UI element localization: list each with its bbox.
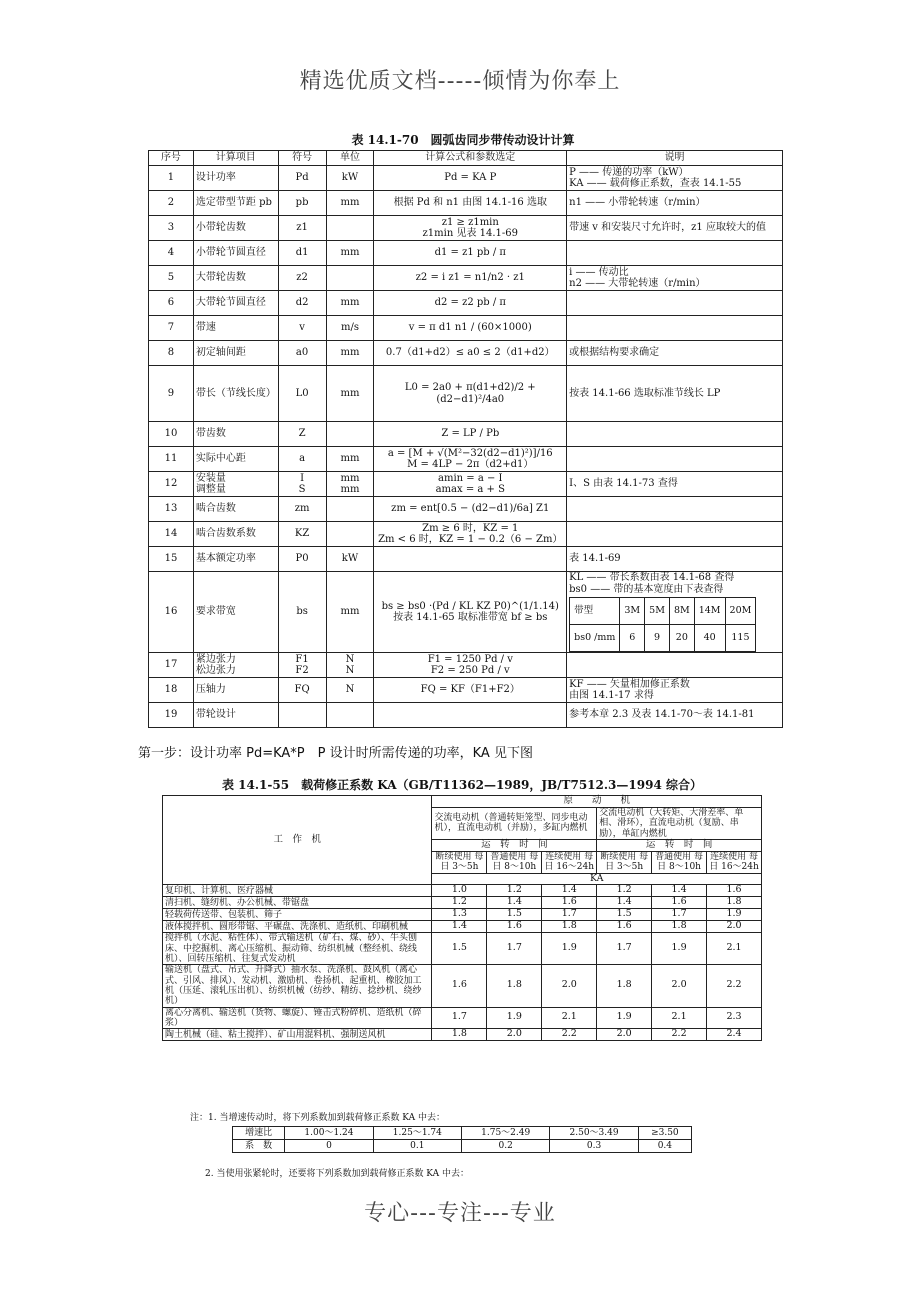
table1-cell: 按表 14.1-66 选取标准节线长 LP [567,366,783,422]
ka-value-cell: 1.7 [487,933,542,965]
table1-cell: 15 [149,547,194,572]
ka-value-cell: 2.1 [542,1007,597,1029]
machine-cell: 复印机、计算机、医疗器械 [163,885,432,897]
bs0-type-row [570,598,756,625]
bs0-width-table [569,597,756,652]
bs0-value-cell: 40 [694,625,725,652]
speed-ratio-cell: 2.50～3.49 [550,1127,638,1140]
table1-cell: 8 [149,341,194,366]
table1-cell: N [326,678,374,703]
table1-cell: F1 F2 [278,653,326,678]
table1-cell: 19 [149,703,194,728]
ka-value-cell: 1.6 [597,921,652,933]
machine-cell: 清扫机、缝纫机、办公机械、带锯盘 [163,897,432,909]
table1-cell: a0 [278,341,326,366]
table1-cell: 小带轮齿数 [193,216,278,241]
table1-cell: 根据 Pd 和 n1 由图 14.1-16 选取 [374,191,567,216]
table1-cell: 实际中心距 [193,447,278,472]
bs0-value-label: bs0 /mm [570,625,620,652]
table1-row [149,341,783,366]
table1-row [149,522,783,547]
table1-cell: 带速 [193,316,278,341]
table1-cell: 6 [149,291,194,316]
bs0-type-cell: 3M [620,598,645,625]
ka-value-cell: 1.4 [487,897,542,909]
table2-row [163,933,762,965]
table1-cell: d2 [278,291,326,316]
ka-value-cell: 1.9 [707,909,762,921]
speed-ratio-cell: 1.00～1.24 [285,1127,373,1140]
run-time-col-header: 连续使用 每日 16～24h [542,851,597,873]
table1-header-cell: 计算项目 [193,151,278,166]
table1-cell: mm [326,447,374,472]
table1-cell: P —— 传递的功率（kW） KA —— 载荷修正系数，查表 14.1-55 [567,166,783,191]
table1-row [149,291,783,316]
design-calc-table [148,150,783,728]
table1-row [149,572,783,653]
ka-value-cell: 1.8 [707,897,762,909]
table1-cell: 带速 v 和安装尺寸允许时，z1 应取较大的值 [567,216,783,241]
table1-cell: a [278,447,326,472]
table1-cell: 13 [149,497,194,522]
table2-row [163,921,762,933]
table1-cell: P0 [278,547,326,572]
bs0-value-cell: 9 [645,625,670,652]
table1-cell: n1 —— 小带轮转速（r/min） [567,191,783,216]
coeff-label: 系 数 [233,1140,285,1153]
table1-row [149,216,783,241]
ka-value-cell: 1.8 [652,921,707,933]
run-time-col-header: 普通使用 每日 8～10h [652,851,707,873]
table1-cell: F1 = 1250 Pd / v F2 = 250 Pd / v [374,653,567,678]
coeff-cell: 0.1 [373,1140,461,1153]
table1-row [149,241,783,266]
table1-row [149,472,783,497]
run-time-label-1: 运 转 时 间 [432,839,597,851]
machine-cell: 离心分离机、输送机（货物、螺旋）、锤击式粉碎机、造纸机（碎浆） [163,1007,432,1029]
table1-cell: 大带轮齿数 [193,266,278,291]
ka-value-cell: 2.0 [707,921,762,933]
ka-value-cell: 1.9 [542,933,597,965]
table1-cell [326,497,374,522]
table1-cell: 12 [149,472,194,497]
table1-cell: zm [278,497,326,522]
table1-cell: L0 = 2a0 + π(d1+d2)/2 + (d2−d1)²/4a0 [374,366,567,422]
table1-cell: bs ≥ bs0 ·(Pd / KL KZ P0)^(1/1.14) 按表 14.1-65 取标准带宽 bf ≥ bs [374,572,567,653]
table1-cell: 10 [149,422,194,447]
table1-cell: N N [326,653,374,678]
table1-cell: Pd [278,166,326,191]
table1-cell: KZ [278,522,326,547]
table1-row [149,266,783,291]
table1-cell: d1 [278,241,326,266]
table1-cell: Z [278,422,326,447]
machine-cell: 液体搅拌机、圆形带锯、平碾盘、洗涤机、造纸机、印刷机械 [163,921,432,933]
table1-cell: 0.7（d1+d2）≤ a0 ≤ 2（d1+d2） [374,341,567,366]
table1-cell: v [278,316,326,341]
table1-cell [567,291,783,316]
bs0-value-cell: 115 [725,625,756,652]
bs0-type-cell: 14M [694,598,725,625]
table1-cell [326,216,374,241]
ka-value-cell: 2.1 [707,933,762,965]
table1-cell: 要求带宽 [193,572,278,653]
table1-cell: 参考本章 2.3 及表 14.1-70～表 14.1-81 [567,703,783,728]
table1-cell: 14 [149,522,194,547]
table1-cell: z1 [278,216,326,241]
machine-cell: 陶土机械（硅、粘土搅拌）、矿山用混料机、强制送风机 [163,1029,432,1041]
ka-value-cell: 1.5 [597,909,652,921]
table1-cell: Zm ≥ 6 时，KZ = 1 Zm < 6 时，KZ = 1 − 0.2（6 − Zm） [374,522,567,547]
table1-cell: m/s [326,316,374,341]
step1-text: 第一步：设计功率 Pd=KA*P P 设计时所需传递的功率，KA 见下图 [138,746,533,761]
ka-value-cell: 1.6 [542,897,597,909]
table1-cell [567,653,783,678]
ka-value-cell: 2.0 [652,965,707,1007]
speed-up-ratio-table [232,1126,692,1153]
ka-value-cell: 2.2 [542,1029,597,1041]
ka-value-cell: 1.7 [597,933,652,965]
ka-value-cell: 1.2 [432,897,487,909]
table2-caption: 表 14.1-55 载荷修正系数 KA（GB/T11362—1989，JB/T7512.3—1994 综合） [221,778,702,792]
ka-value-cell: 1.8 [597,965,652,1007]
ka-value-cell: 1.6 [652,897,707,909]
table1-cell [567,241,783,266]
ka-value-cell: 2.2 [652,1029,707,1041]
table1-cell [326,266,374,291]
table1-row [149,678,783,703]
table1-cell: 大带轮节圆直径 [193,291,278,316]
coeff-cell: 0.3 [550,1140,638,1153]
speed-ratio-label: 增速比 [233,1127,285,1140]
table1-cell: 或根据结构要求确定 [567,341,783,366]
table1-cell: 17 [149,653,194,678]
table2-row [163,885,762,897]
table1-cell: d2 = z2 pb / π [374,291,567,316]
ka-value-cell: 1.3 [432,909,487,921]
speed-ratio-cell: 1.25～1.74 [373,1127,461,1140]
table1-cell: 18 [149,678,194,703]
table1-cell [567,447,783,472]
ka-value-cell: 1.8 [487,965,542,1007]
ka-value-cell: 2.4 [707,1029,762,1041]
table1-cell: 带轮设计 [193,703,278,728]
table1-cell: 设计功率 [193,166,278,191]
table1-cell: 啮合齿数 [193,497,278,522]
table1-cell: 选定带型节距 pb [193,191,278,216]
table1-cell: Z = LP / Pb [374,422,567,447]
speed-ratio-cell: 1.75～2.49 [462,1127,550,1140]
table1-row [149,166,783,191]
ka-value-cell: 1.6 [432,965,487,1007]
table1-cell: kW [326,547,374,572]
table1-cell: mm [326,291,374,316]
note1-text: 注：1. 当增速传动时，将下列系数加到载荷修正系数 KA 中去： [190,1113,446,1123]
note2-text: 2. 当使用张紧轮时，还要将下列系数加到载荷修正系数 KA 中去： [205,1169,470,1179]
ka-value-cell: 1.9 [487,1007,542,1029]
table1-cell: 3 [149,216,194,241]
ka-value-cell: 1.0 [432,885,487,897]
table1-cell [326,422,374,447]
table1-cell: z2 [278,266,326,291]
table1-cell: kW [326,166,374,191]
coeff-cell: 0.2 [462,1140,550,1153]
table1-cell [567,522,783,547]
table1-cell [567,316,783,341]
prime-mover-header: 原 动 机 [432,796,762,808]
ka-value-cell: 1.5 [432,933,487,965]
table1-cell [278,703,326,728]
table1-cell: 紧边张力 松边张力 [193,653,278,678]
ka-value-cell: 1.9 [652,933,707,965]
table1-cell: 基本额定功率 [193,547,278,572]
speed-ratio-cell: ≥3.50 [638,1127,691,1140]
table1-cell: 初定轴间距 [193,341,278,366]
ka-value-cell: 1.6 [487,921,542,933]
table2-row [163,909,762,921]
table1-cell: mm [326,241,374,266]
ka-value-cell: 2.3 [707,1007,762,1029]
machine-cell: 搅拌机（水泥、粘性体）、带式输送机（矿石、煤、砂）、牛头刨床、中挖掘机、离心压缩机、振动筛、纺织机械（整经机、绕线机）、回转压缩机、往复式发动机 [163,933,432,965]
run-time-col-header: 断续使用 每日 3～5h [597,851,652,873]
bs0-type-cell: 5M [645,598,670,625]
ka-value-cell: 1.4 [542,885,597,897]
table1-header-cell: 单位 [326,151,374,166]
prime-mover-group1: 交流电动机（普通转矩笼型、同步电动机），直流电动机（并励），多缸内燃机 [432,807,597,839]
table1-cell [374,547,567,572]
table1-cell: d1 = z1 pb / π [374,241,567,266]
table1-row [149,447,783,472]
table1-cell: 压轴力 [193,678,278,703]
table1-cell: 带长（节线长度） [193,366,278,422]
table1-cell [326,703,374,728]
ka-value-cell: 1.8 [542,921,597,933]
bs0-value-cell: 6 [620,625,645,652]
table1-cell: 4 [149,241,194,266]
table1-cell: KF —— 矢量相加修正系数 由图 14.1-17 求得 [567,678,783,703]
table1-cell: 小带轮节圆直径 [193,241,278,266]
ka-value-cell: 1.7 [652,909,707,921]
table1-cell: z2 = i z1 = n1/n2 · z1 [374,266,567,291]
run-time-label-2: 运 转 时 间 [597,839,762,851]
table1-cell: bs [278,572,326,653]
table1-row [149,547,783,572]
page-footer-text: 专心---专注---专业 [364,1201,556,1226]
bs0-type-cell: 8M [669,598,694,625]
page-header-title: 精选优质文档-----倾情为你奉上 [299,69,621,94]
table1-cell: zm = ent[0.5 − (d2−d1)/6a] Z1 [374,497,567,522]
run-time-col-header: 连续使用 每日 16～24h [707,851,762,873]
table1-cell: amin = a − I amax = a + S [374,472,567,497]
table1-cell: i —— 传动比 n2 —— 大带轮转速（r/min） [567,266,783,291]
ka-value-cell: 2.0 [542,965,597,1007]
table2-row [163,897,762,909]
table1-cell: mm [326,572,374,653]
table1-cell [567,422,783,447]
table1-cell: 1 [149,166,194,191]
ka-value-cell: 1.4 [652,885,707,897]
machine-cell: 输送机（盘式、吊式、升降式）抽水泵、洗涤机、鼓风机（离心式、引风、排风）、发动机、激励机、卷扬机、起重机、橡胶加工机（压延、滚轧压出机）、纺织机械（纺纱、精纺、捻纱机、绕纱机） [163,965,432,1007]
table1-cell: I S [278,472,326,497]
table1-cell: 2 [149,191,194,216]
ka-value-cell: 1.9 [597,1007,652,1029]
ka-value-cell: 2.0 [487,1029,542,1041]
table2-row [163,965,762,1007]
bs0-value-cell: 20 [669,625,694,652]
ka-value-cell: 1.7 [432,1007,487,1029]
table1-cell: mm mm [326,472,374,497]
table1-cell: 16 [149,572,194,653]
table1-cell: FQ [278,678,326,703]
table1-header-cell: 说明 [567,151,783,166]
table1-row [149,422,783,447]
bs0-type-label: 带型 [570,598,620,625]
table1-cell: mm [326,366,374,422]
table2-row [163,1007,762,1029]
table1-cell: 5 [149,266,194,291]
ka-value-cell: 2.2 [707,965,762,1007]
ka-value-cell: 1.2 [487,885,542,897]
table1-cell: FQ = KF（F1+F2） [374,678,567,703]
ka-label: KA [432,873,762,885]
bs0-note: bs0 —— 带的基本宽度由下表查得 [569,583,724,595]
table1-cell: mm [326,191,374,216]
machine-header: 工 作 机 [163,796,432,885]
ka-value-cell: 1.8 [432,1029,487,1041]
coeff-cell: 0.4 [638,1140,691,1153]
prime-mover-group2: 交流电动机（大转矩、大滑差率、单相、滑环），直流电动机（复励、串励），单缸内燃机 [597,807,762,839]
machine-cell: 轻载荷传送带、包装机、筛子 [163,909,432,921]
ka-value-cell: 1.6 [707,885,762,897]
ka-value-cell: 1.5 [487,909,542,921]
table1-cell: 啮合齿数系数 [193,522,278,547]
table1-header-cell: 符号 [278,151,326,166]
table1-cell: v = π d1 n1 / (60×1000) [374,316,567,341]
table1-cell [567,497,783,522]
table1-row [149,703,783,728]
table1-cell: 带齿数 [193,422,278,447]
ka-value-cell: 1.2 [597,885,652,897]
kl-note: KL —— 带长系数由表 14.1-68 查得 [569,572,735,583]
table1-cell: 11 [149,447,194,472]
coeff-cell: 0 [285,1140,373,1153]
table1-cell: Pd = KA P [374,166,567,191]
bs0-type-cell: 20M [725,598,756,625]
table1-caption: 表 14.1-70 圆弧齿同步带传动设计计算 [351,133,575,147]
table1-cell [374,703,567,728]
load-factor-table [162,795,762,1041]
table1-cell: z1 ≥ z1min z1min 见表 14.1-69 [374,216,567,241]
run-time-col-header: 断续使用 每日 3～5h [432,851,487,873]
table1-row [149,316,783,341]
ka-value-cell: 2.0 [597,1029,652,1041]
table1-cell: 7 [149,316,194,341]
table1-cell: a = [M + √(M²−32(d2−d1)²)]/16 M = 4LP − 2π（d2+d1） [374,447,567,472]
table1-cell: 9 [149,366,194,422]
ka-value-cell: 1.7 [542,909,597,921]
table1-row [149,653,783,678]
ka-value-cell: 1.4 [432,921,487,933]
ka-value-cell: 2.1 [652,1007,707,1029]
table1-cell: pb [278,191,326,216]
bs0-note-cell [567,572,783,653]
table1-header-cell: 序号 [149,151,194,166]
run-time-col-header: 普通使用 每日 8～10h [487,851,542,873]
bs0-value-row [570,625,756,652]
table2-row [163,1029,762,1041]
table1-row [149,366,783,422]
table1-row [149,497,783,522]
table1-row [149,191,783,216]
table1-cell: 表 14.1-69 [567,547,783,572]
table1-header-cell: 计算公式和参数选定 [374,151,567,166]
table1-cell [326,522,374,547]
table1-cell: L0 [278,366,326,422]
table1-cell: mm [326,341,374,366]
table1-cell: 安装量 调整量 [193,472,278,497]
table1-cell: I、S 由表 14.1-73 查得 [567,472,783,497]
table1-header-row [149,151,783,166]
ka-value-cell: 1.4 [597,897,652,909]
